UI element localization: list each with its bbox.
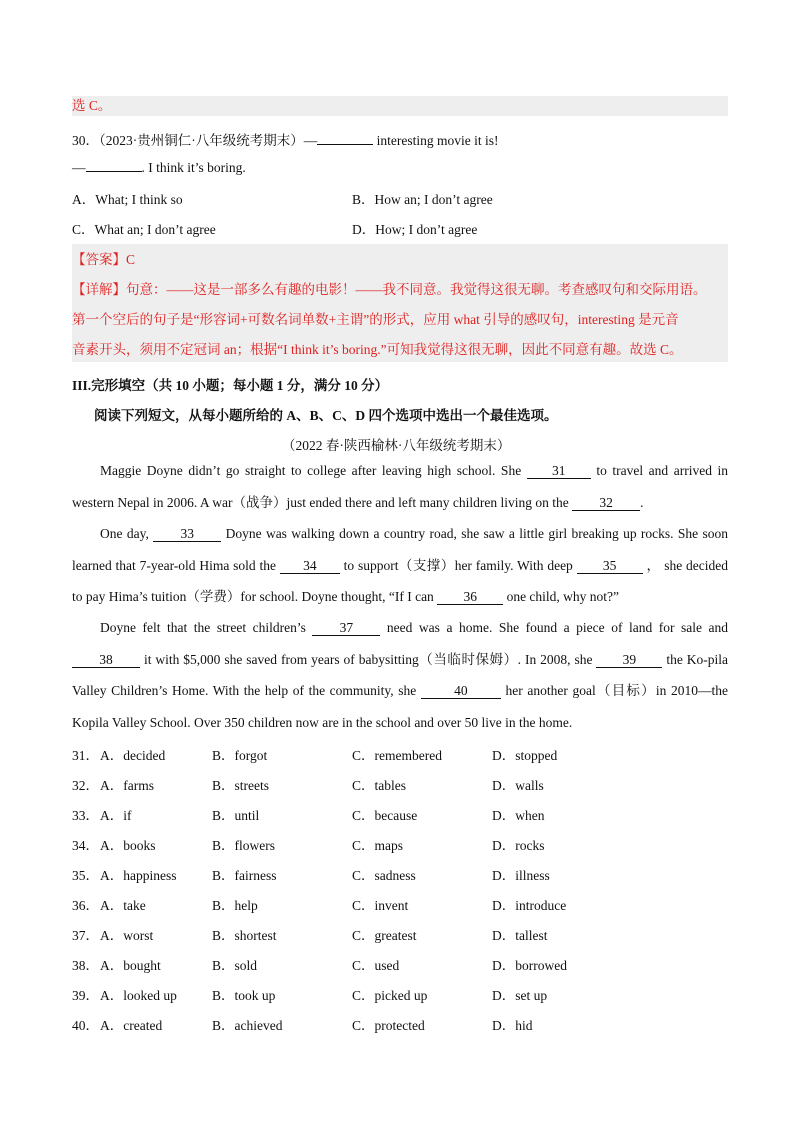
q30-line2: — . I think it’s boring.: [72, 160, 246, 175]
previous-answer-text: 选 C。: [72, 98, 112, 113]
choice-option: D．walls: [492, 778, 544, 793]
choice-option: D．introduce: [492, 898, 567, 913]
choice-option: D．tallest: [492, 928, 548, 943]
choice-option: C．picked up: [352, 988, 428, 1003]
blank-32: 32: [572, 495, 640, 511]
choice-option: A．farms: [100, 778, 154, 793]
blank-39: 39: [596, 652, 662, 668]
q30-source: （2023·贵州铜仁·八年级统考期末）: [99, 133, 304, 148]
q30-detail-line-3: 音素开头，须用不定冠词 an；根据“I think it’s boring.”可知我觉得这很无聊，因此不同意有趣。故选 C。: [72, 342, 683, 357]
choice-option: B．forgot: [212, 748, 268, 763]
choice-option: B．achieved: [212, 1018, 283, 1033]
choice-option: D．borrowed: [492, 958, 567, 973]
blank-38: 38: [72, 652, 140, 668]
choice-option: A．if: [100, 808, 132, 823]
q30-stem: 30．（2023·贵州铜仁·八年级统考期末）— interesting movie it is!: [72, 133, 499, 148]
choice-option: B．took up: [212, 988, 276, 1003]
choice-option: C．used: [352, 958, 400, 973]
blank-31: 31: [527, 463, 591, 479]
choice-option: B．shortest: [212, 928, 277, 943]
choice-option: C．greatest: [352, 928, 417, 943]
q30-option-d: D．How; I don’t agree: [352, 222, 478, 237]
choice-option: C．invent: [352, 898, 409, 913]
section-instruction: 阅读下列短文，从每小题所给的 A、B、C、D 四个选项中选出一个最佳选项。: [94, 408, 558, 423]
blank-37: 37: [312, 620, 380, 636]
choice-option: C．tables: [352, 778, 406, 793]
choice-option: B．until: [212, 808, 260, 823]
choice-option: C．sadness: [352, 868, 416, 883]
q30-blank-2: [86, 158, 142, 172]
choice-option: D．stopped: [492, 748, 558, 763]
blank-40: 40: [421, 683, 501, 699]
choice-option: A．bought: [100, 958, 161, 973]
choice-option: C．because: [352, 808, 418, 823]
q30-option-b: B．How an; I don’t agree: [352, 192, 493, 207]
choice-option: B．help: [212, 898, 258, 913]
choice-option: B．sold: [212, 958, 258, 973]
blank-36: 36: [437, 589, 503, 605]
choice-option: A．worst: [100, 928, 154, 943]
q30-answer: 【答案】C: [72, 252, 136, 267]
choice-option: D．set up: [492, 988, 548, 1003]
q30-answer-block: [72, 244, 728, 362]
previous-answer: [72, 96, 728, 116]
passage-source: （2022 春·陕西榆林·八年级统考期末）: [282, 438, 511, 453]
choice-option: D．rocks: [492, 838, 545, 853]
choice-option: A．decided: [100, 748, 166, 763]
q30-option-c: C．What an; I don’t agree: [72, 222, 216, 237]
section-title: III.完形填空（共 10 小题；每小题 1 分，满分 10 分）: [72, 378, 389, 393]
q30-detail-line-2: 第一个空后的句子是“形容词+可数名词单数+主谓”的形式，应用 what 引导的感叹句，interesting 是元音: [72, 312, 679, 327]
choice-option: A．created: [100, 1018, 163, 1033]
blank-33: 33: [153, 526, 221, 542]
passage-paragraph-1: Maggie Doyne didn’t go straight to college after leaving high school. She 31 to travel and arrived in western Nepal in 2006. A war（战争）just ended there and left many children living on the 32 .: [72, 463, 728, 510]
q30-detail-line-1: 【详解】句意：——这是一部多么有趣的电影！——我不同意。我觉得这很无聊。考查感叹句和交际用语。: [72, 282, 707, 297]
passage-paragraph-2: One day, 33 Doyne was walking down a country road, she saw a little girl breaking up rocks. She soon learned that 7-year-old Hima sold the 34 to support（支撑）her family. With deep 35 ， she decided to pay Hima’s tuition（学费）for school. Doyne thought, “If I can 36 one child, why not?”: [72, 526, 729, 604]
blank-35: 35: [577, 558, 643, 574]
choice-option: A．happiness: [100, 868, 177, 883]
q30-option-a: A．What; I think so: [72, 192, 183, 207]
choice-option: A．take: [100, 898, 146, 913]
choice-option: A．looked up: [100, 988, 177, 1003]
choice-option: A．books: [100, 838, 156, 853]
choice-option: C．maps: [352, 838, 404, 853]
choice-option: D．hid: [492, 1018, 533, 1033]
blank-34: 34: [280, 558, 340, 574]
choice-option: D．illness: [492, 868, 550, 883]
passage-paragraph-3: Doyne felt that the street children’s 37 need was a home. She found a piece of land for sale and 38 it with $5,000 she saved from years of babysitting（当临时保姆）. In 2008, she 39 the Ko-pila Valley Children’s Home. With the help of the community, she 40 her another goal（目标）in 2010—the Kopila Valley School. Over 350 children now are in the school and over 50 live in the home.: [72, 620, 729, 730]
choice-option: B．streets: [212, 778, 269, 793]
choice-option: B．flowers: [212, 838, 275, 853]
document-page: 选 C。 30．（2023·贵州铜仁·八年级统考期末）— interesting movie it is! — . I think it’s boring. A．What; I think so B．How an; I don’t agree C．What an; I don’t agree D．How; I don’t agree 【答案】C 【详解】句意：——这是一部多么有趣的电影！——我不同意。我觉得这很无聊。考查感叹句和交际用语。 第一个空后的句子是“形容词+可数名词单数+主谓”的形式，应用 what 引导的感叹句，interesting 是元音 音素开头，须用不定冠词 an；根据“I think it’s boring.”可知我觉得这很无聊，因此不同意有趣。故选 C。 III.完形填空（共 10 小题；每小题 1 分，满分 10 分） 阅读下列短文，从每小题所给的 A、B、C、D 四个选项中选出一个最佳选项。 （2022 春·陕西榆林·八年级统考期末） Maggie Doyne didn’t go straight to college after leaving high school. She 31 to travel and arrived in western Nepal in 2006. A war（战争）just ended there and left many children living on the 32 . One day, 33 Doyne was walking down a country road, she saw a little girl breaking up rocks. She soon learned that 7-year-old Hima sold the 34 to support（支撑）her family. With deep 35 ， she decided to pay Hima’s tuition（学费）for school. Doyne thought, “If I can 36 one child, why not?” Doyne felt that the street children’s 37 need was a home. She found a piece of land for sale and 38 it with $5,000 she saved from years of babysitting（当临时保姆）. In 2008, she 39 the Ko-pila Valley Children’s Home. With the help of the community, she 40 her another goal（目标）in 2010—the Kopila Valley School. Over 350 children now are in the school and over 50 live in the home. 31． A．decided B．forgot C．remembered D．stopped 32． A．farms B．streets C．tables D．walls 33． A．if B．until C．because D．when 34． A．books B．flowers C．maps D．rocks 35． A．happiness B．fairness C．sadness D．illness 36． A．take B．help C．invent D．introduce 37． A．worst B．shortest C．greatest D．tallest 38． A．bought B．sold C．used D．borrowed 39． A．looked up B．took up C．picked up D．set up 40． A．created B．achieved C．protected D．hid: [72, 98, 729, 1033]
q30-blank-1: [317, 131, 373, 145]
choice-option: C．remembered: [352, 748, 442, 763]
choice-option: C．protected: [352, 1018, 425, 1033]
choice-option: B．fairness: [212, 868, 277, 883]
choice-option: D．when: [492, 808, 545, 823]
